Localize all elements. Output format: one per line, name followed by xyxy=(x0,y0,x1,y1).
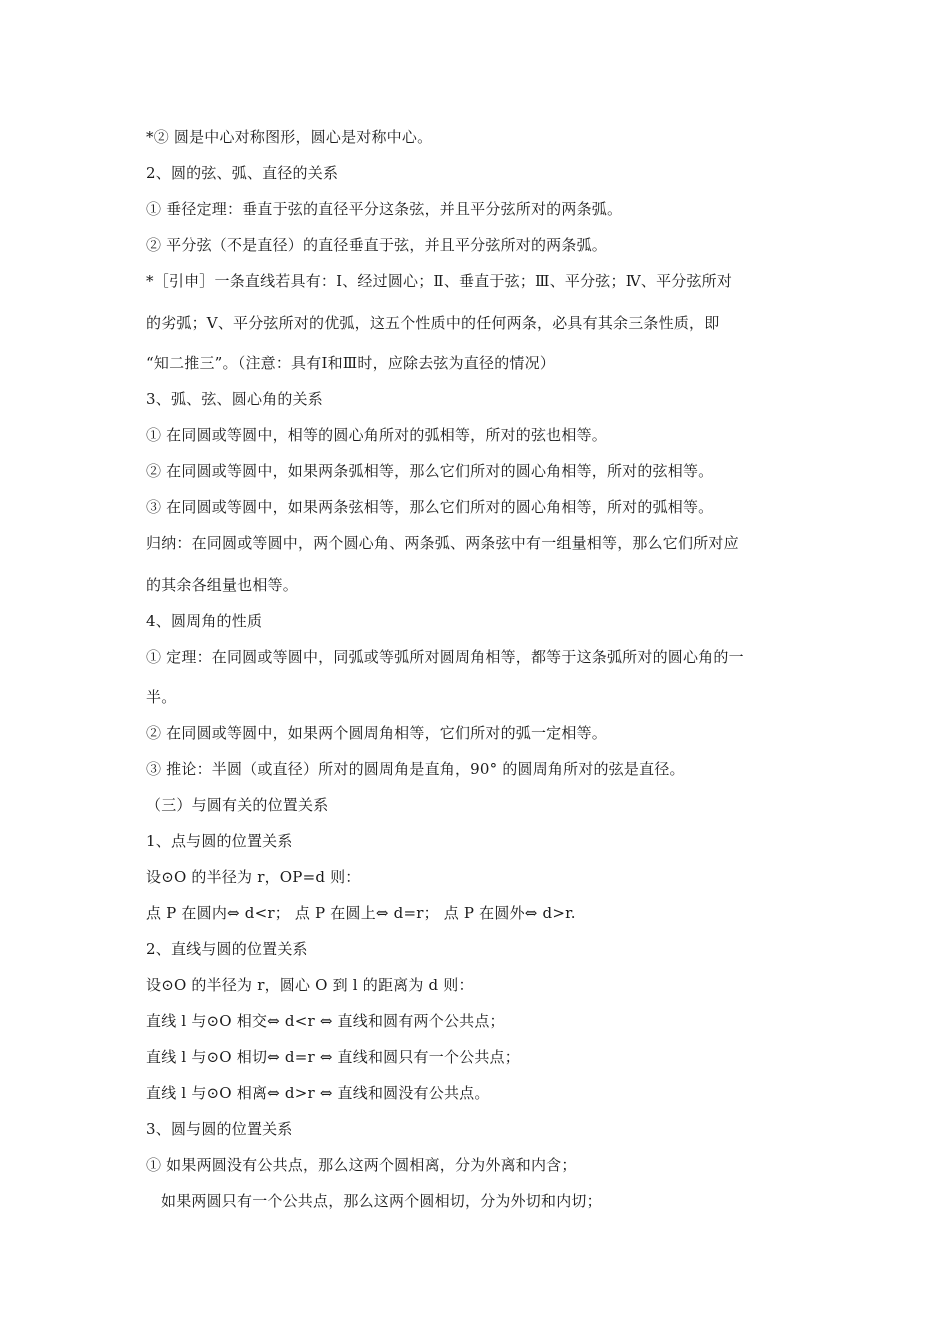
text-line: ① 在同圆或等圆中，相等的圆心角所对的弧相等，所对的弦也相等。 xyxy=(146,426,607,444)
text-line: ② 在同圆或等圆中，如果两条弧相等，那么它们所对的圆心角相等，所对的弦相等。 xyxy=(146,462,714,480)
text-line: 如果两圆只有一个公共点，那么这两个圆相切，分为外切和内切； xyxy=(161,1192,602,1210)
text-line: ② 在同圆或等圆中，如果两个圆周角相等，它们所对的弧一定相等。 xyxy=(146,724,607,742)
text-line: ② 平分弦（不是直径）的直径垂直于弦，并且平分弦所对的两条弧。 xyxy=(146,236,607,254)
text-line: ③ 在同圆或等圆中，如果两条弦相等，那么它们所对的圆心角相等，所对的弧相等。 xyxy=(146,498,714,516)
section-heading: 2、直线与圆的位置关系 xyxy=(146,940,308,958)
text-line: *［引申］一条直线若具有：Ⅰ、经过圆心；Ⅱ、垂直于弦；Ⅲ、平分弦；Ⅳ、平分弦所对 xyxy=(146,272,733,290)
text-line: 半。 xyxy=(146,688,177,706)
section-heading: 3、弧、弦、圆心角的关系 xyxy=(146,390,323,408)
text-line: ① 如果两圆没有公共点，那么这两个圆相离，分为外离和内含； xyxy=(146,1156,577,1174)
text-line: ① 定理：在同圆或等圆中，同弧或等弧所对圆周角相等，都等于这条弧所对的圆心角的一 xyxy=(146,648,744,666)
text-line: 直线 l 与⊙O 相切⇔ d=r ⇔ 直线和圆只有一个公共点； xyxy=(146,1048,520,1066)
text-line: *② 圆是中心对称图形，圆心是对称中心。 xyxy=(146,128,433,146)
section-heading: （三）与圆有关的位置关系 xyxy=(146,796,329,814)
text-line: ① 垂径定理：垂直于弦的直径平分这条弦，并且平分弦所对的两条弧。 xyxy=(146,200,623,218)
text-line: 的其余各组量也相等。 xyxy=(146,576,299,594)
text-line: 直线 l 与⊙O 相离⇔ d>r ⇔ 直线和圆没有公共点。 xyxy=(146,1084,490,1102)
text-line: 设⊙O 的半径为 r，圆心 O 到 l 的距离为 d 则： xyxy=(146,976,474,994)
section-heading: 2、圆的弦、弧、直径的关系 xyxy=(146,164,339,182)
text-line: 归纳：在同圆或等圆中，两个圆心角、两条弧、两条弦中有一组量相等，那么它们所对应 xyxy=(146,534,739,552)
section-heading: 3、圆与圆的位置关系 xyxy=(146,1120,293,1138)
text-line: 点 P 在圆内⇔ d<r； 点 P 在圆上⇔ d=r； 点 P 在圆外⇔ d>r. xyxy=(146,904,576,922)
section-heading: 1、点与圆的位置关系 xyxy=(146,832,293,850)
text-line: 的劣弧；Ⅴ、平分弦所对的优弧，这五个性质中的任何两条，必具有其余三条性质，即 xyxy=(146,314,720,332)
section-heading: 4、圆周角的性质 xyxy=(146,612,263,630)
text-line: “知二推三”。（注意：具有Ⅰ和Ⅲ时，应除去弦为直径的情况） xyxy=(146,354,556,372)
text-line: 直线 l 与⊙O 相交⇔ d<r ⇔ 直线和圆有两个公共点； xyxy=(146,1012,505,1030)
text-line: ③ 推论：半圆（或直径）所对的圆周角是直角，90° 的圆周角所对的弦是直径。 xyxy=(146,760,685,778)
text-line: 设⊙O 的半径为 r，OP=d 则： xyxy=(146,868,361,886)
